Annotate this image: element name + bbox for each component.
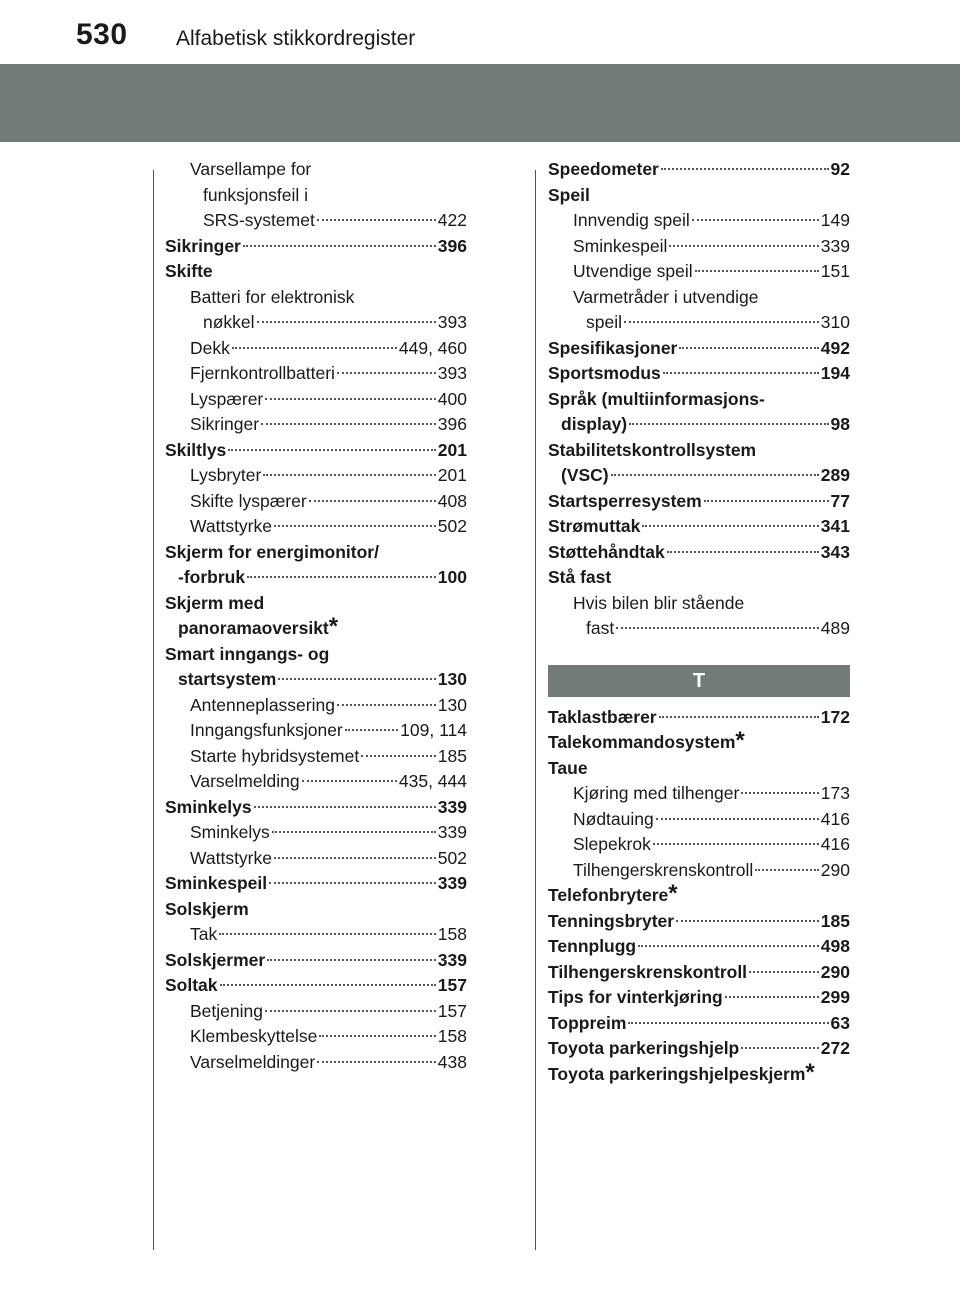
entry-term: Klembeskyttelse — [190, 1026, 318, 1046]
dot-leader — [704, 500, 829, 502]
index-entry: Talekommandosystem * — [548, 727, 745, 754]
page-reference: 393 — [437, 363, 467, 383]
index-column-right — [548, 157, 850, 1087]
index-entry — [165, 948, 467, 974]
page-reference: 290 — [820, 859, 850, 880]
dot-leader — [228, 449, 436, 451]
index-entry — [165, 540, 467, 591]
page-reference: 185 — [820, 910, 850, 931]
entry-term: Spesifikasjoner — [548, 337, 678, 358]
dot-leader — [317, 219, 436, 221]
dot-leader — [257, 321, 436, 323]
column-divider-left — [153, 170, 154, 1250]
index-entry — [165, 234, 467, 260]
index-entry — [548, 1036, 850, 1062]
entry-term: Slepekrok — [573, 834, 651, 854]
index-subentry — [548, 781, 850, 807]
entry-term: Fjernkontrollbatteri — [190, 363, 335, 383]
entry-term: Antenneplassering — [190, 694, 335, 715]
entry-term: Sikringer — [165, 235, 241, 256]
page-reference: 339 — [437, 796, 467, 817]
index-subentry — [548, 208, 850, 234]
entry-text-line: Batteri for elektronisk — [190, 286, 355, 307]
dot-leader — [345, 729, 398, 731]
dot-leader — [272, 831, 436, 833]
index-subentry — [165, 693, 467, 719]
header-banner — [0, 64, 960, 142]
entry-term: Toyota parkeringshjelpeskjerm — [548, 1063, 806, 1084]
dot-leader — [692, 219, 819, 221]
entry-text-line: Skjerm med — [165, 592, 265, 613]
index-entry: Telefonbrytere * — [548, 880, 678, 907]
page-reference: 416 — [820, 808, 850, 829]
dot-leader — [695, 270, 819, 272]
page-reference: 393 — [437, 312, 467, 332]
page-number: 530 — [76, 18, 128, 51]
index-subentry — [165, 463, 467, 489]
index-subentry — [165, 412, 467, 438]
index-entry — [165, 438, 467, 464]
page-reference: 130 — [437, 669, 467, 689]
entry-term: Støttehåndtak — [548, 541, 665, 562]
page-reference: 341 — [820, 516, 850, 536]
index-entry — [548, 1011, 850, 1037]
index-entry — [548, 514, 850, 540]
page-reference: 201 — [437, 439, 467, 460]
index-subentry — [548, 858, 850, 884]
page-reference: 289 — [820, 465, 850, 485]
page-reference: 339 — [437, 873, 467, 893]
index-entry — [548, 756, 850, 782]
page-header-title: Alfabetisk stikkordregister — [176, 27, 416, 50]
index-subentry — [165, 387, 467, 413]
index-subentry — [548, 285, 850, 336]
entry-term: Speedometer — [548, 159, 659, 179]
page-reference: 130 — [437, 694, 467, 715]
index-entry — [548, 361, 850, 387]
entry-term: Speil — [548, 184, 590, 205]
page-reference: 194 — [820, 363, 850, 383]
entry-term: Lyspærer — [190, 388, 264, 409]
entry-term: Sikringer — [190, 414, 260, 434]
index-subentry — [165, 361, 467, 387]
dot-leader — [653, 843, 819, 845]
entry-term: Innvendig speil — [573, 210, 690, 230]
entry-term: Talekommandosystem — [548, 732, 736, 752]
page-reference: 422 — [437, 210, 467, 230]
page-reference: 449, 460 — [398, 337, 467, 358]
entry-term: SRS-systemet — [203, 210, 315, 230]
index-entry: Toyota parkeringshjelpeskjerm * — [548, 1058, 815, 1086]
page-reference: 498 — [820, 936, 850, 956]
dot-leader — [319, 1035, 435, 1037]
page-reference: 416 — [820, 834, 850, 854]
page-reference: 400 — [437, 388, 467, 409]
index-entry — [548, 336, 850, 362]
dot-leader — [611, 474, 819, 476]
entry-term: Utvendige speil — [573, 261, 693, 281]
dot-leader — [265, 1010, 436, 1012]
index-subentry — [548, 807, 850, 833]
page-reference: 63 — [830, 1012, 850, 1033]
page-reference: 339 — [437, 822, 467, 842]
entry-term: Starte hybridsystemet — [190, 745, 360, 766]
entry-term: nøkkel — [203, 312, 255, 332]
page-reference: 109, 114 — [400, 720, 467, 740]
dot-leader — [663, 372, 819, 374]
page-reference: 272 — [820, 1038, 850, 1058]
index-column-left — [165, 157, 467, 1075]
entry-term: Inngangsfunksjoner — [190, 720, 343, 740]
index-subentry — [165, 1024, 467, 1050]
entry-term: (VSC) — [561, 465, 609, 485]
page-reference: 172 — [820, 706, 850, 727]
dot-leader — [629, 423, 828, 425]
entry-term: Toppreim — [548, 1012, 627, 1033]
dot-leader — [741, 792, 818, 794]
entry-text-line: Hvis bilen blir stående — [573, 592, 745, 613]
entry-text-line: Språk (multiinformasjons- — [548, 388, 765, 409]
dot-leader — [642, 525, 818, 527]
entry-term: speil — [586, 312, 622, 332]
entry-term: Tilhengerskrenskontroll — [573, 859, 754, 880]
index-subentry — [165, 514, 467, 540]
index-entry — [548, 540, 850, 566]
page-reference: 158 — [437, 1026, 467, 1046]
dot-leader — [302, 780, 397, 782]
index-entry — [548, 705, 850, 731]
index-entry — [548, 183, 850, 209]
entry-term: Strømuttak — [548, 516, 641, 536]
entry-text-line: Stabilitetskontrollsystem — [548, 439, 757, 460]
entry-term: Soltak — [165, 975, 218, 995]
dot-leader — [661, 168, 829, 170]
entry-term: Solskjermer — [165, 949, 266, 970]
page-reference: 408 — [437, 490, 467, 511]
entry-term: Toyota parkeringshjelp — [548, 1038, 740, 1058]
entry-term: Tak — [190, 924, 218, 944]
entry-term: Skifte — [165, 261, 213, 281]
entry-term: Wattstyrke — [190, 847, 272, 868]
index-subentry — [548, 259, 850, 285]
index-entry — [165, 973, 467, 999]
entry-term: -forbruk — [178, 567, 246, 587]
index-subentry — [165, 846, 467, 872]
index-entry — [548, 157, 850, 183]
index-subentry — [165, 157, 467, 234]
entry-text-line: Varmetråder i utvendige — [573, 286, 759, 307]
dot-leader — [741, 1047, 819, 1049]
page-reference: 185 — [437, 745, 467, 766]
entry-term: Sminkelys — [165, 796, 252, 817]
dot-leader — [247, 576, 436, 578]
entry-term: Taklastbærer — [548, 706, 657, 727]
dot-leader — [309, 500, 436, 502]
dot-leader — [278, 678, 436, 680]
entry-term: Sminkespeil — [165, 873, 268, 893]
entry-term: Tips for vinterkjøring — [548, 987, 723, 1007]
index-entry — [548, 960, 850, 986]
entry-term: Tilhengerskrenskontroll — [548, 961, 748, 982]
index-entry — [165, 795, 467, 821]
index-entry — [165, 642, 467, 693]
index-entry — [548, 489, 850, 515]
index-entry: Skjerm med panoramaoversikt * — [165, 591, 467, 642]
index-subentry — [548, 832, 850, 858]
page-reference: 290 — [820, 961, 850, 982]
entry-term: Varselmelding — [190, 771, 300, 791]
page-reference: 502 — [437, 516, 467, 536]
page-reference: 157 — [437, 975, 467, 995]
page-reference: 343 — [820, 541, 850, 562]
index-subentry — [165, 999, 467, 1025]
page-reference: 151 — [820, 261, 850, 281]
index-subentry — [165, 1050, 467, 1076]
index-entry — [548, 565, 850, 591]
page-reference: 100 — [437, 567, 467, 587]
dot-leader — [254, 806, 436, 808]
entry-term: Lysbryter — [190, 465, 262, 485]
entry-term: Varselmeldinger — [190, 1051, 316, 1072]
entry-term: Tenningsbryter — [548, 910, 675, 931]
index-subentry — [165, 285, 467, 336]
index-subentry — [165, 820, 467, 846]
index-entry — [165, 897, 467, 923]
page-reference: 435, 444 — [398, 771, 467, 791]
page-reference: 149 — [820, 210, 850, 230]
page-reference: 92 — [830, 159, 850, 179]
entry-term: Stå fast — [548, 567, 612, 587]
index-entry — [548, 387, 850, 438]
entry-term: Sminkespeil — [573, 235, 668, 256]
entry-term: Sminkelys — [190, 822, 270, 842]
dot-leader — [269, 882, 436, 884]
dot-leader — [317, 1061, 436, 1063]
entry-term: Telefonbrytere — [548, 885, 669, 905]
column-divider-middle — [535, 170, 536, 1250]
page-reference: 489 — [820, 618, 850, 638]
dot-leader — [243, 245, 436, 247]
dot-leader — [337, 704, 436, 706]
dot-leader — [267, 959, 436, 961]
dot-leader — [263, 474, 435, 476]
entry-term: Nødtauing — [573, 808, 654, 829]
dot-leader — [725, 996, 819, 998]
index-subentry — [165, 744, 467, 770]
index-entry — [548, 985, 850, 1011]
page-reference: 158 — [437, 924, 467, 944]
index-entry — [548, 934, 850, 960]
dot-leader — [679, 347, 818, 349]
dot-leader — [755, 869, 819, 871]
entry-text-line: Smart inngangs- og — [165, 643, 330, 664]
page-reference: 98 — [830, 414, 850, 434]
entry-term: fast — [586, 618, 615, 638]
dot-leader — [616, 627, 819, 629]
entry-term: Taue — [548, 757, 588, 778]
dot-leader — [628, 1022, 828, 1024]
dot-leader — [676, 920, 819, 922]
page-reference: 299 — [820, 987, 850, 1007]
index-subentry — [165, 718, 467, 744]
section-header-t: T — [548, 665, 850, 697]
index-entry — [548, 438, 850, 489]
dot-leader — [220, 984, 436, 986]
dot-leader — [274, 525, 436, 527]
entry-term: Solskjerm — [165, 898, 249, 919]
page-reference: 77 — [830, 490, 850, 511]
entry-term: Tennplugg — [548, 936, 637, 956]
index-subentry — [548, 591, 850, 642]
dot-leader — [624, 321, 819, 323]
entry-text-line: funksjonsfeil i — [203, 184, 309, 205]
entry-term: startsystem — [178, 669, 277, 689]
page-reference: 310 — [820, 312, 850, 332]
entry-term: display) — [561, 414, 628, 434]
page-reference: 502 — [437, 847, 467, 868]
page-reference: 339 — [437, 949, 467, 970]
entry-term: Skifte lyspærer — [190, 490, 307, 511]
dot-leader — [261, 423, 436, 425]
dot-leader — [274, 857, 436, 859]
page-reference: 396 — [437, 235, 467, 256]
index-subentry — [165, 489, 467, 515]
entry-term: Betjening — [190, 1000, 263, 1021]
dot-leader — [638, 945, 819, 947]
page-reference: 173 — [820, 783, 850, 803]
entry-term: Skiltlys — [165, 439, 227, 460]
dot-leader — [669, 245, 818, 247]
index-subentry — [165, 336, 467, 362]
index-entries-t — [548, 705, 850, 1088]
dot-leader — [232, 347, 397, 349]
entry-term: panoramaoversikt — [178, 618, 329, 638]
page-reference: 438 — [437, 1051, 467, 1072]
index-subentry — [165, 922, 467, 948]
index-entries-s — [548, 157, 850, 642]
entry-text-line: Varsellampe for — [190, 159, 312, 179]
dot-leader — [656, 818, 819, 820]
page-reference: 157 — [437, 1000, 467, 1021]
index-entry — [165, 871, 467, 897]
dot-leader — [667, 551, 819, 553]
page-reference: 339 — [820, 235, 850, 256]
page-reference: 201 — [437, 465, 467, 485]
entry-term: Wattstyrke — [190, 516, 272, 536]
entry-term: Dekk — [190, 337, 230, 358]
page-reference: 492 — [820, 337, 850, 358]
entry-text-line: Skjerm for energimonitor/ — [165, 541, 379, 562]
dot-leader — [361, 755, 436, 757]
page-reference: 396 — [437, 414, 467, 434]
entry-term: Sportsmodus — [548, 363, 661, 383]
index-entry — [165, 259, 467, 285]
dot-leader — [749, 971, 819, 973]
dot-leader — [265, 398, 436, 400]
index-subentry — [165, 769, 467, 795]
index-entry — [548, 909, 850, 935]
dot-leader — [659, 716, 819, 718]
dot-leader — [219, 933, 436, 935]
entry-term: Startsperresystem — [548, 490, 702, 511]
dot-leader — [337, 372, 436, 374]
entry-term: Kjøring med tilhenger — [573, 783, 740, 803]
index-subentry — [548, 234, 850, 260]
